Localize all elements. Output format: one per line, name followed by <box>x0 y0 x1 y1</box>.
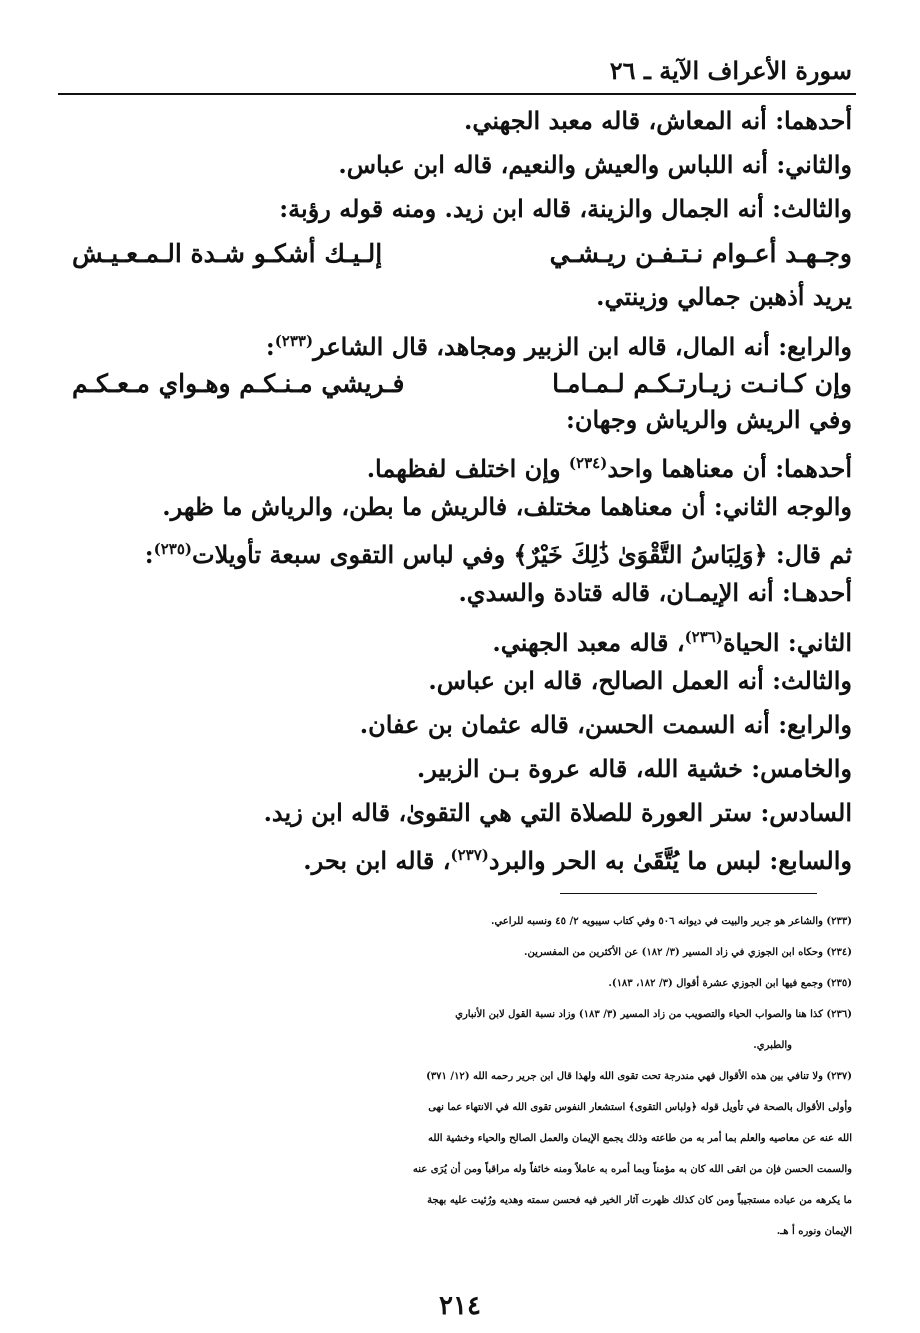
header-rule <box>58 93 856 95</box>
text-line <box>303 838 852 878</box>
footnote-line: والسمت الحسن فإن من اتقى الله كان به مؤمناً وبما أمره به عاملاً ومنه خائفاً وله مراقباً ومن أن يُرَى عنه <box>412 1164 852 1175</box>
text-line: والخامس: خشية الله، قاله عروة بـن الزبير. <box>416 754 852 783</box>
verse-hemistich-left: وإن كـانـت زيـارتـكـم لـمـامـا <box>552 369 852 398</box>
text-line: يريد أذهبن جمالي وزينتي. <box>596 282 852 311</box>
line-text: الثاني: الحياة <box>722 628 852 657</box>
text-line: أحدهـا: أنه الإيمـان، قاله قتادة والسدي. <box>458 578 852 607</box>
text-line: والثالث: أنه العمل الصالح، قاله ابن عباس. <box>428 666 852 695</box>
footnote-ref: (٢٣٥) <box>153 540 192 558</box>
line-text-after: : <box>144 540 154 569</box>
footnote-line: (٢٣٧) ولا تنافي بين هذه الأقوال فهي مندرجة تحت تقوى الله ولهذا قال ابن جرير رحمه الله (١٢/ ٣٧١) <box>426 1071 852 1082</box>
text-line <box>145 532 852 572</box>
line-text: والسابع: لبس ما يُتَّقَىٰ به الحر والبرد <box>488 846 852 875</box>
text-line <box>367 446 852 486</box>
footnote-line: الله عنه عن معاصيه والعلم بما أمر به من طاعته وذلك يجمع الإيمان والعمل الصالح والحياء وخشية الله <box>428 1133 852 1144</box>
footnote-line: والطبري. <box>753 1040 792 1051</box>
text-line: والوجه الثاني: أن معناهما مختلف، فالريش ما بطن، والرياش ما ظهر. <box>162 492 852 521</box>
line-text-after: ، قاله معبد الجهني. <box>492 628 685 657</box>
footnote-line: وأولى الأقوال بالصحة في تأويل قوله ﴿ولباس التقوى﴾ استشعار النفوس تقوى الله في الانتهاء عما نهى <box>428 1102 852 1113</box>
text-line: أحدهما: أنه المعاش، قاله معبد الجهني. <box>464 106 852 135</box>
verse-hemistich-right: إلـيـك أشكـو شـدة الـمـعـيـش <box>72 239 383 268</box>
footnote-line: (٢٣٣) والشاعر هو جرير والبيت في ديوانه ٥٠٦ وفي كتاب سيبويه ٢/ ٤٥ ونسبه للراعي. <box>490 916 852 927</box>
page-number: ٢١٤ <box>439 1291 481 1321</box>
text-line: والثالث: أنه الجمال والزينة، قاله ابن زيد. ومنه قوله رؤبة: <box>279 194 852 223</box>
footnote-ref: (٢٣٧) <box>450 846 489 864</box>
text-line <box>492 620 852 660</box>
footnote-line: (٢٣٦) كذا هنا والصواب الحياء والتصويب من زاد المسير (٣/ ١٨٣) وزاد نسبة القول لابن الأنباري <box>455 1009 852 1020</box>
footnotes <box>72 906 852 1247</box>
poem-verse <box>72 236 852 272</box>
text-line: والثاني: أنه اللباس والعيش والنعيم، قاله ابن عباس. <box>338 150 852 179</box>
footnote-ref: (٢٣٤) <box>568 454 608 472</box>
text-line: وفي الريش والرياش وجهان: <box>565 405 852 434</box>
running-header: سورة الأعراف الآية ـ ٢٦ <box>609 56 852 85</box>
text-line <box>266 324 852 364</box>
footnote-ref: (٢٣٣) <box>274 332 314 350</box>
line-text: والرابع: أنه المال، قاله ابن الزبير ومجاهد، قال الشاعر <box>313 332 852 361</box>
poem-verse <box>72 366 852 402</box>
line-text-after: : <box>265 332 275 361</box>
footnote-line: (٢٣٥) وجمع فيها ابن الجوزي عشرة أقوال (٣/ ١٨٢، ١٨٣). <box>608 978 852 989</box>
verse-hemistich-right: فـريشي مـنـكـم وهـواي مـعـكـم <box>72 369 405 398</box>
footnote-line: ما يكرهه من عباده مستجيباً ومن كان كذلك ظهرت آثار الخير فيه فحسن سمته وهديه ورُئيت عليه بهجة <box>427 1195 852 1206</box>
text-line: السادس: ستر العورة للصلاة التي هي التقوىٰ، قاله ابن زيد. <box>263 798 852 827</box>
line-text: ثم قال: ﴿وَلِبَاسُ التَّقْوَىٰ ذَٰلِكَ خَيْرٌ﴾ وفي لباس التقوى سبعة تأويلات <box>191 540 852 569</box>
footnote-rule <box>560 893 817 894</box>
footnote-ref: (٢٣٦) <box>684 628 723 646</box>
footnote-line: الإيمان ونوره أ هـ. <box>776 1226 852 1237</box>
footnote-line: (٢٣٤) وحكاه ابن الجوزي في زاد المسير (٣/ ١٨٢) عن الأكثرين من المفسرين. <box>523 947 852 958</box>
verse-hemistich-left: وجـهـد أعـوام نـتـفـن ريـشـي <box>549 239 852 268</box>
line-text-after: وإن اختلف لفظهما. <box>366 454 569 483</box>
line-text-after: ، قاله ابن بحر. <box>303 846 451 875</box>
line-text: أحدهما: أن معناهما واحد <box>607 454 852 483</box>
text-line: والرابع: أنه السمت الحسن، قاله عثمان بن عفان. <box>359 710 852 739</box>
